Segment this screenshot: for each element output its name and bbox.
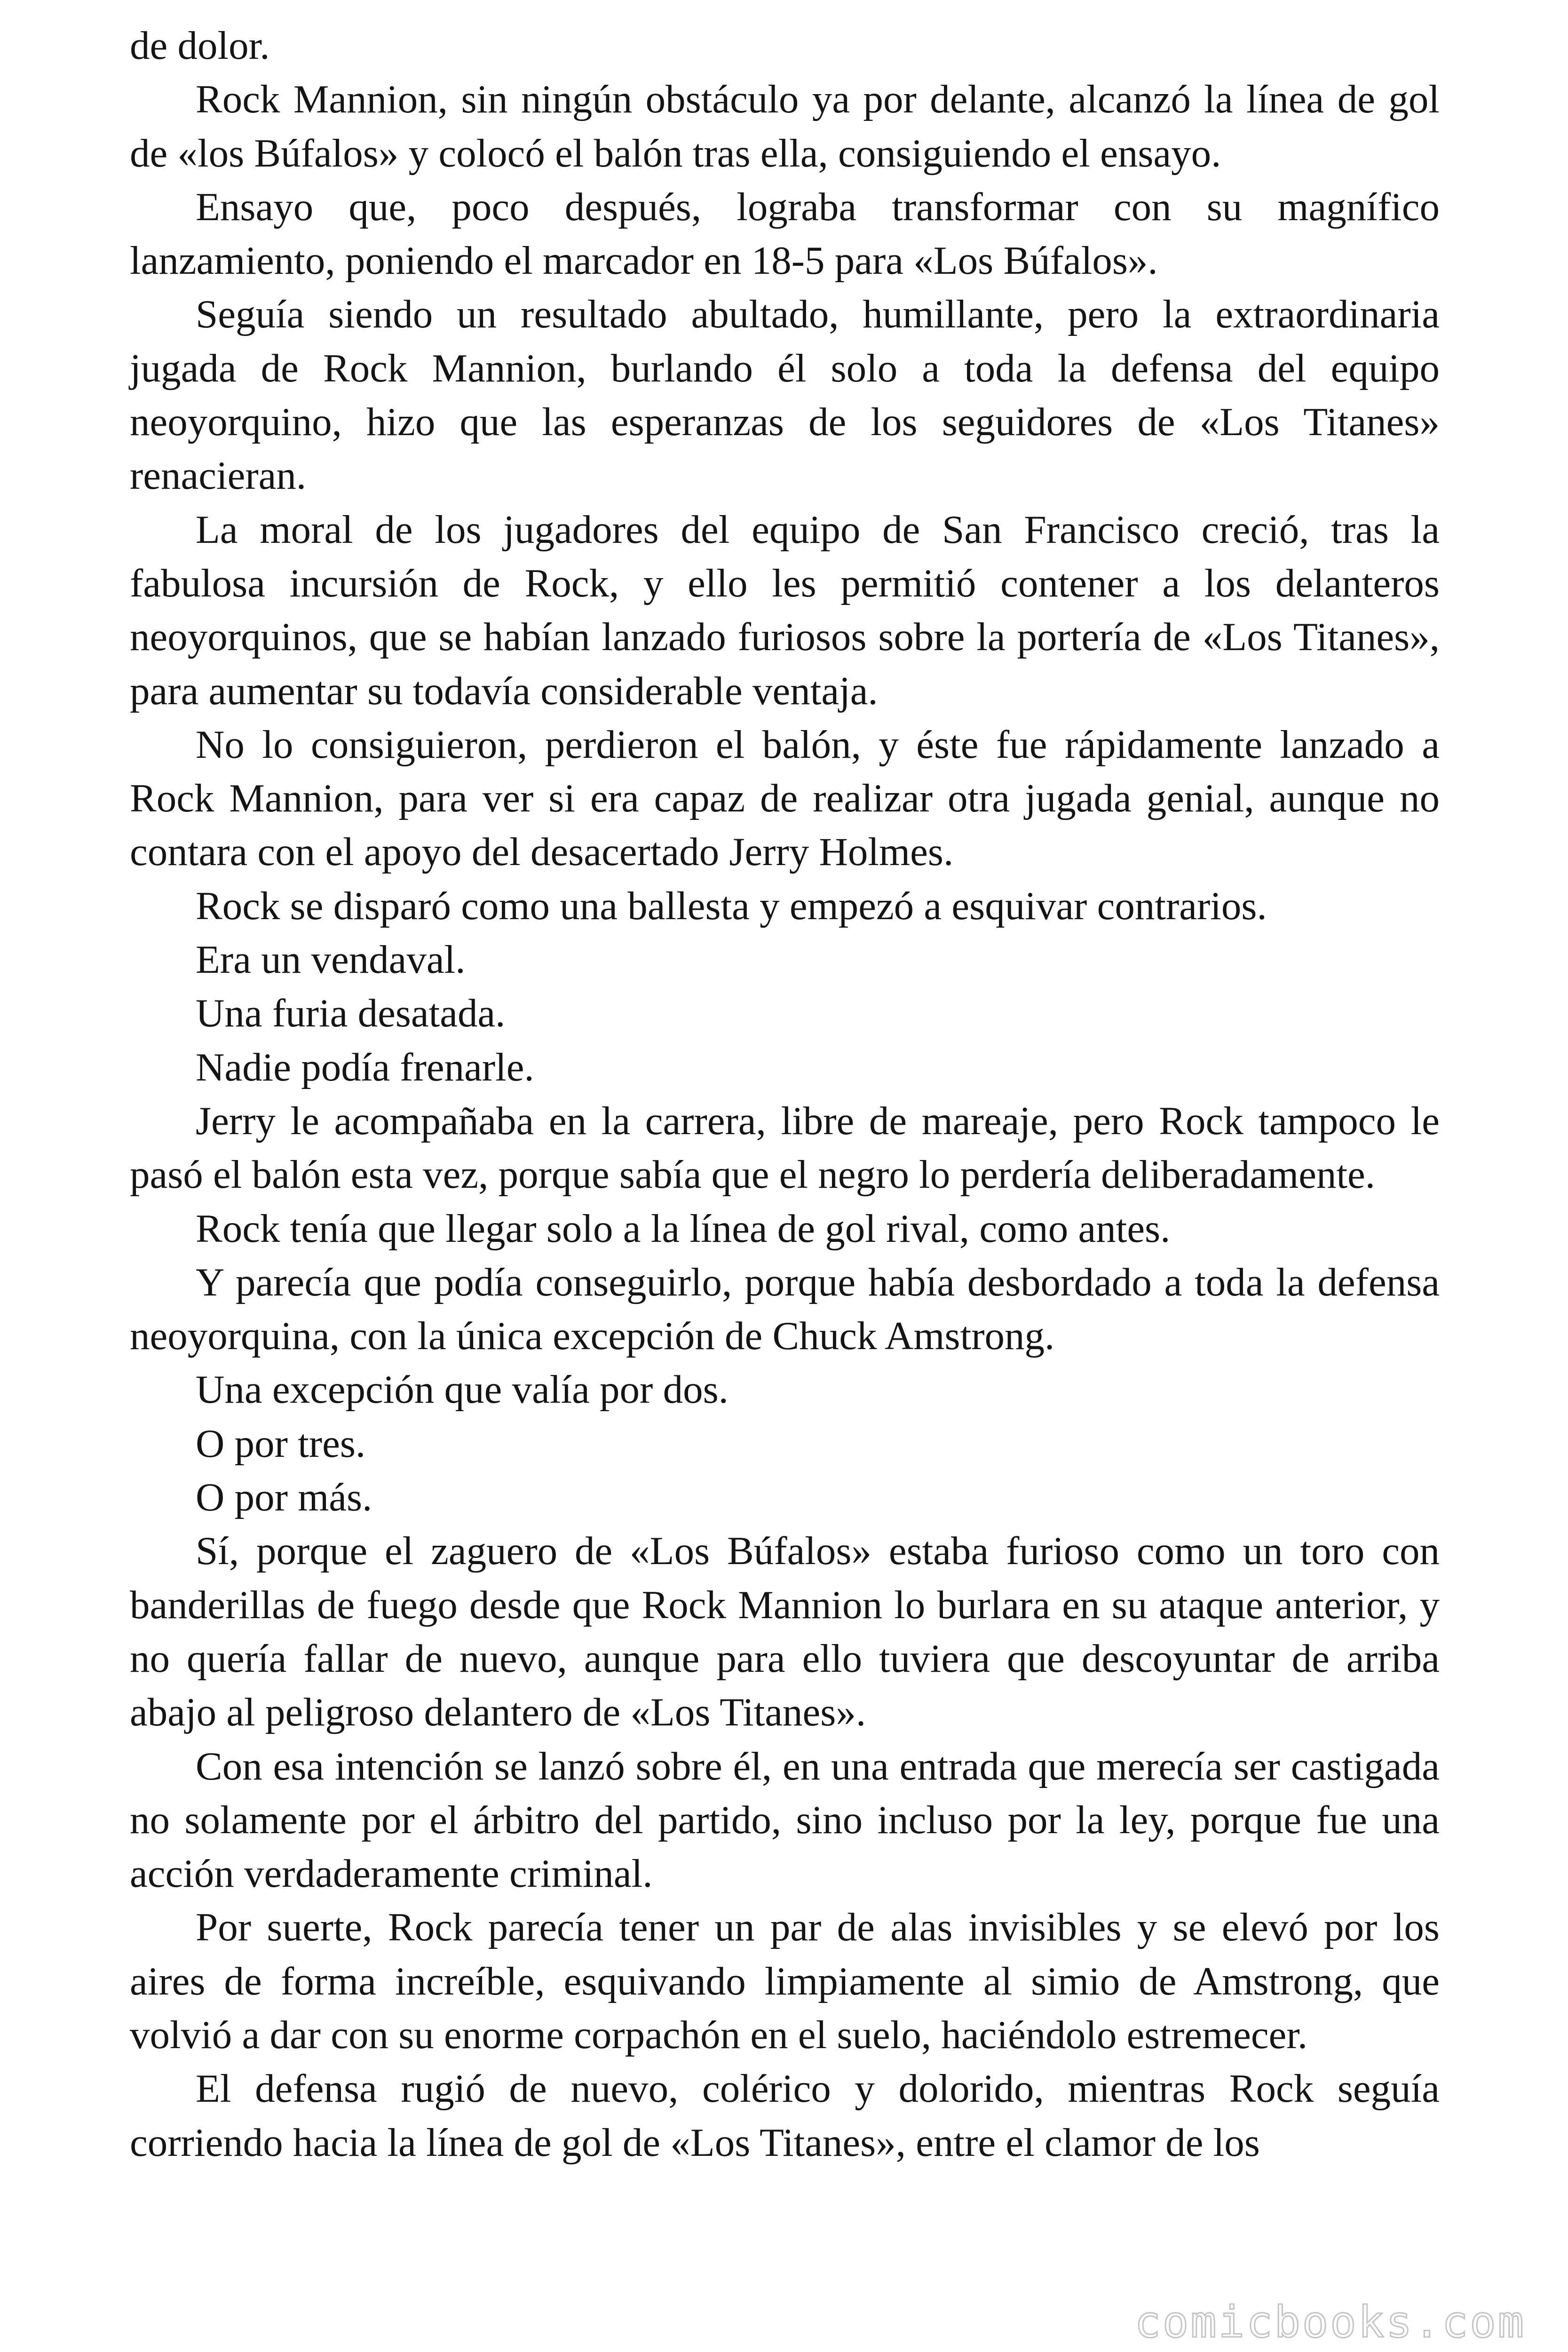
page-body-text [130,19,1440,2169]
paragraph: Era un vendaval. [196,938,466,982]
paragraph: Una furia desatada. [196,991,506,1036]
paragraph: El defensa rugió de nuevo, colérico y dolorido, mientras Rock seguía corriendo hacia la línea de gol de «Los Titanes», entre el clamor de los [130,2066,1440,2165]
paragraph: Seguía siendo un resultado abultado, humillante, pero la extraordinaria jugada de Rock Mannion, burlando él solo a toda la defensa del equipo neoyorquino, hizo que las esperanzas de los seguidores de «Los Titanes» renacieran. [130,292,1440,498]
paragraph: Rock Mannion, sin ningún obstáculo ya por delante, alcanzó la línea de gol de «los Búfalos» y colocó el balón tras ella, consiguiendo el ensayo. [130,77,1440,175]
paragraph: Jerry le acompañaba en la carrera, libre de mareaje, pero Rock tampoco le pasó el balón esta vez, porque sabía que el negro lo perdería deliberadamente. [130,1098,1440,1197]
paragraph: Sí, porque el zaguero de «Los Búfalos» estaba furioso como un toro con banderillas de fuego desde que Rock Mannion lo burlara en su ataque anterior, y no quería fallar de nuevo, aunque para ello tuviera que descoyuntar de arriba abajo al peligroso delantero de «Los Titanes». [130,1529,1440,1735]
paragraph-continuation: de dolor. [130,24,270,68]
paragraph: La moral de los jugadores del equipo de San Francisco creció, tras la fabulosa incursión de Rock, y ello les permitió contener a los delanteros neoyorquinos, que se habían lanzado furiosos sobre la portería de «Los Titanes», para aumentar su todavía considerable ventaja. [130,507,1440,713]
paragraph: Ensayo que, poco después, lograba transformar con su magnífico lanzamiento, poniendo el marcador en 18-5 para «Los Búfalos». [130,184,1440,283]
paragraph: Y parecía que podía conseguirlo, porque había desbordado a toda la defensa neoyorquina, con la única excepción de Chuck Amstrong. [130,1260,1440,1359]
site-watermark: comicbooks.com [1134,2297,1526,2347]
paragraph: Rock tenía que llegar solo a la línea de gol rival, como antes. [196,1206,1171,1251]
paragraph: Una excepción que valía por dos. [196,1367,729,1412]
paragraph: O por más. [196,1475,372,1520]
paragraph: Con esa intención se lanzó sobre él, en una entrada que merecía ser castigada no solamente por el árbitro del partido, sino incluso por la ley, porque fue una acción verdaderamente criminal. [130,1744,1440,1896]
paragraph: Rock se disparó como una ballesta y empezó a esquivar contrarios. [196,883,1267,928]
paragraph: No lo consiguieron, perdieron el balón, y éste fue rápidamente lanzado a Rock Mannion, para ver si era capaz de realizar otra jugada genial, aunque no contara con el apoyo del desacertado Jerry Holmes. [130,722,1440,874]
paragraph: O por tres. [196,1421,366,1466]
paragraph: Nadie podía frenarle. [196,1045,534,1089]
paragraph: Por suerte, Rock parecía tener un par de alas invisibles y se elevó por los aires de forma increíble, esquivando limpiamente al simio de Amstrong, que volvió a dar con su enorme corpachón en el suelo, haciéndolo estremecer. [130,1905,1440,2057]
